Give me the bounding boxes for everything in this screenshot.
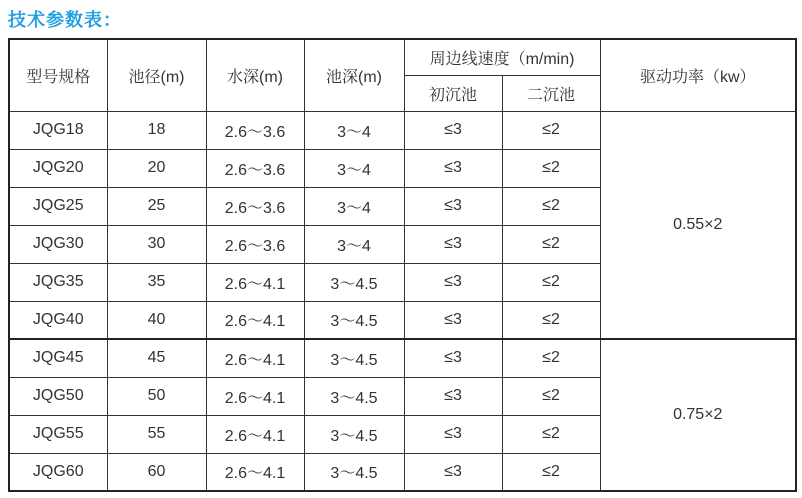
cell-secondary-speed: ≤2 (502, 225, 600, 263)
cell-water-depth: 2.6～4.1 (206, 339, 304, 377)
cell-pool-depth: 3～4 (304, 149, 404, 187)
cell-pool-depth: 3～4.5 (304, 263, 404, 301)
cell-diameter: 25 (107, 187, 206, 225)
cell-model: JQG35 (9, 263, 107, 301)
cell-power-group-1: 0.55×2 (600, 111, 796, 339)
page-title: 技术参数表： (8, 10, 122, 30)
cell-pool-depth: 3～4.5 (304, 377, 404, 415)
cell-secondary-speed: ≤2 (502, 377, 600, 415)
cell-secondary-speed: ≤2 (502, 339, 600, 377)
cell-secondary-speed: ≤2 (502, 453, 600, 491)
cell-pool-depth: 3～4 (304, 225, 404, 263)
data-row-jqg18 (9, 111, 796, 149)
spec-table (8, 38, 797, 492)
cell-diameter: 18 (107, 111, 206, 149)
cell-secondary-speed: ≤2 (502, 415, 600, 453)
cell-secondary-speed: ≤2 (502, 111, 600, 149)
header-diameter: 池径(m) (107, 39, 206, 111)
cell-secondary-speed: ≤2 (502, 149, 600, 187)
cell-diameter: 50 (107, 377, 206, 415)
header-water-depth: 水深(m) (206, 39, 304, 111)
cell-diameter: 60 (107, 453, 206, 491)
header-peripheral-speed: 周边线速度（m/min) (404, 39, 600, 75)
cell-primary-speed: ≤3 (404, 377, 502, 415)
cell-water-depth: 2.6～4.1 (206, 453, 304, 491)
cell-model: JQG25 (9, 187, 107, 225)
cell-diameter: 35 (107, 263, 206, 301)
cell-pool-depth: 3～4.5 (304, 453, 404, 491)
cell-pool-depth: 3～4.5 (304, 415, 404, 453)
header-row-1 (9, 39, 796, 75)
header-model: 型号规格 (9, 39, 107, 111)
cell-model: JQG60 (9, 453, 107, 491)
cell-secondary-speed: ≤2 (502, 187, 600, 225)
header-primary-tank: 初沉池 (404, 75, 502, 111)
cell-pool-depth: 3～4.5 (304, 339, 404, 377)
cell-model: JQG55 (9, 415, 107, 453)
cell-water-depth: 2.6～4.1 (206, 301, 304, 339)
cell-diameter: 55 (107, 415, 206, 453)
cell-water-depth: 2.6～4.1 (206, 415, 304, 453)
cell-model: JQG50 (9, 377, 107, 415)
cell-primary-speed: ≤3 (404, 339, 502, 377)
cell-model: JQG40 (9, 301, 107, 339)
cell-pool-depth: 3～4 (304, 111, 404, 149)
cell-water-depth: 2.6～3.6 (206, 149, 304, 187)
cell-primary-speed: ≤3 (404, 453, 502, 491)
cell-secondary-speed: ≤2 (502, 301, 600, 339)
cell-primary-speed: ≤3 (404, 415, 502, 453)
cell-primary-speed: ≤3 (404, 225, 502, 263)
cell-model: JQG45 (9, 339, 107, 377)
header-secondary-tank: 二沉池 (502, 75, 600, 111)
cell-primary-speed: ≤3 (404, 111, 502, 149)
cell-pool-depth: 3～4.5 (304, 301, 404, 339)
data-row-jqg45 (9, 339, 796, 377)
cell-diameter: 20 (107, 149, 206, 187)
header-pool-depth: 池深(m) (304, 39, 404, 111)
cell-diameter: 30 (107, 225, 206, 263)
cell-diameter: 40 (107, 301, 206, 339)
cell-model: JQG20 (9, 149, 107, 187)
cell-model: JQG30 (9, 225, 107, 263)
cell-pool-depth: 3～4 (304, 187, 404, 225)
header-power: 驱动功率（kw） (600, 39, 796, 111)
cell-diameter: 45 (107, 339, 206, 377)
cell-water-depth: 2.6～3.6 (206, 187, 304, 225)
cell-water-depth: 2.6～4.1 (206, 377, 304, 415)
cell-primary-speed: ≤3 (404, 187, 502, 225)
cell-water-depth: 2.6～3.6 (206, 111, 304, 149)
cell-primary-speed: ≤3 (404, 149, 502, 187)
cell-water-depth: 2.6～4.1 (206, 263, 304, 301)
cell-water-depth: 2.6～3.6 (206, 225, 304, 263)
cell-primary-speed: ≤3 (404, 263, 502, 301)
cell-model: JQG18 (9, 111, 107, 149)
cell-primary-speed: ≤3 (404, 301, 502, 339)
cell-secondary-speed: ≤2 (502, 263, 600, 301)
cell-power-group-2: 0.75×2 (600, 339, 796, 491)
